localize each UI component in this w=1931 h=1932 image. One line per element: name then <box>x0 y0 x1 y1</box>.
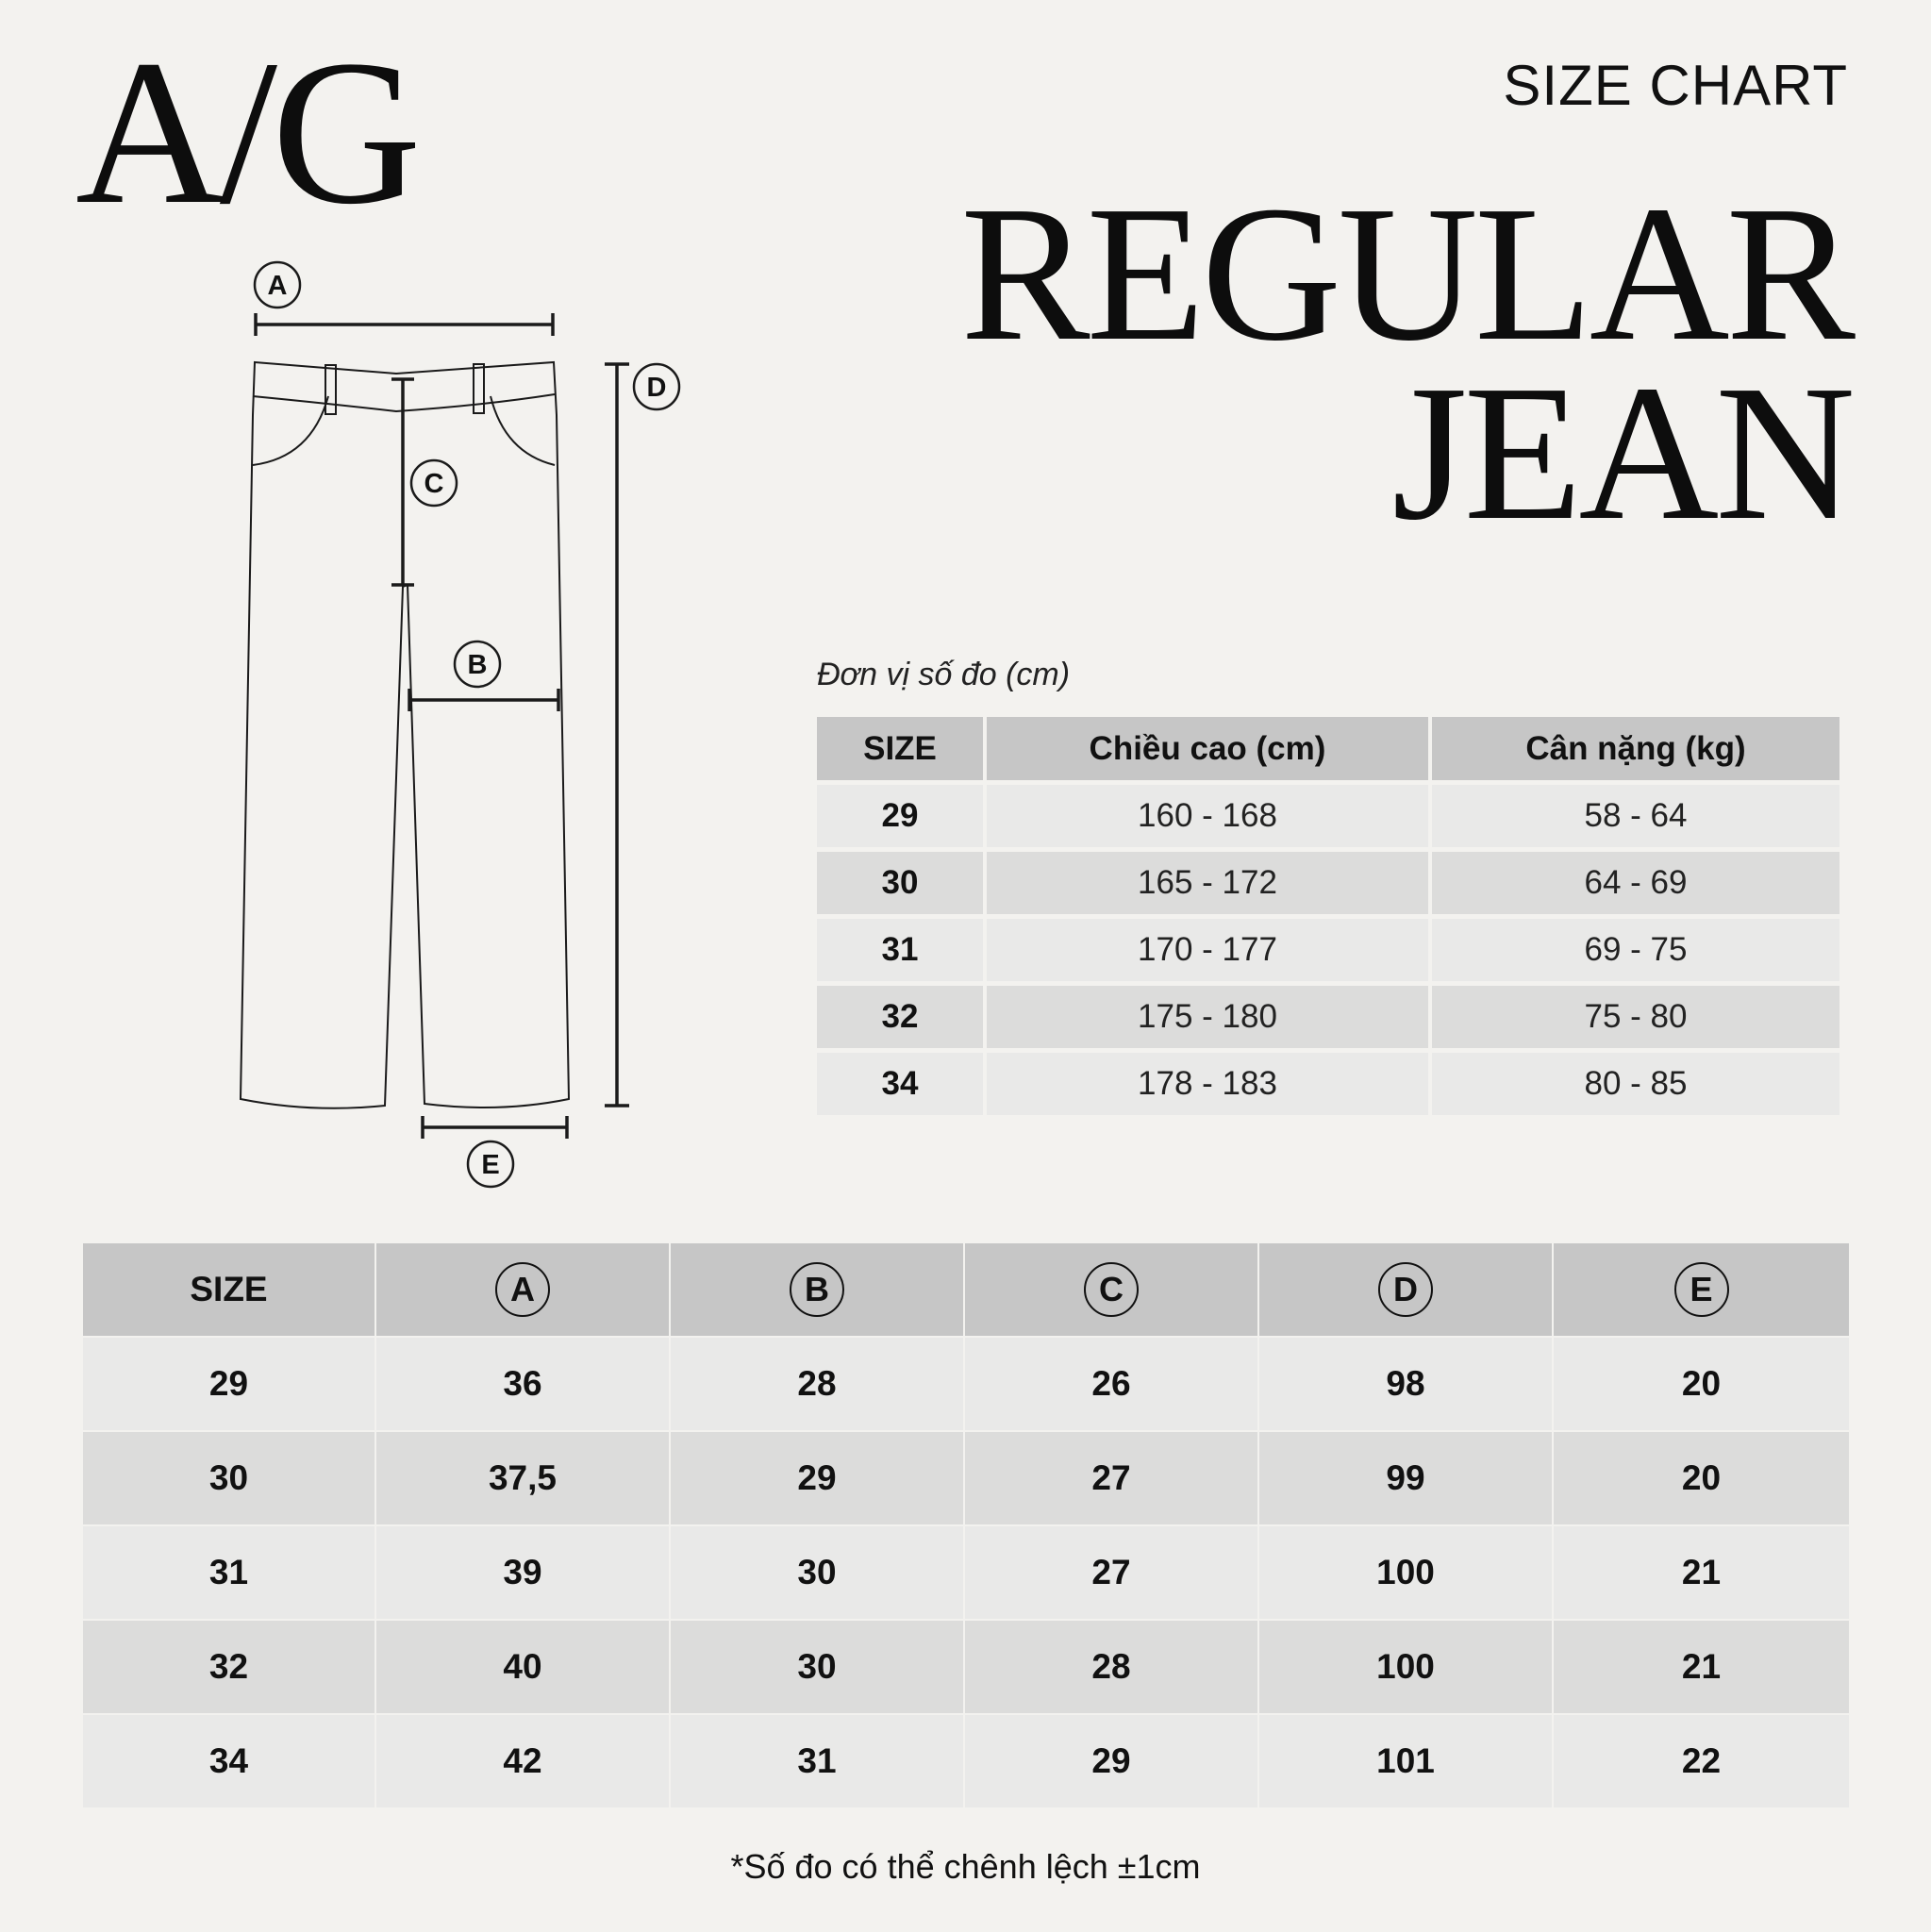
measure-cell: 101 <box>1259 1713 1554 1807</box>
table-row <box>83 1336 1849 1430</box>
letter-c-badge: C <box>1084 1262 1139 1317</box>
measure-header-e <box>1554 1243 1849 1336</box>
measure-header-a <box>376 1243 671 1336</box>
belt-loop-left <box>325 365 336 414</box>
table-row <box>83 1430 1849 1524</box>
fit-weight-cell: 58 - 64 <box>1432 785 1839 847</box>
title-line-regular: REGULAR <box>960 165 1852 381</box>
fit-height-cell: 178 - 183 <box>987 1053 1428 1115</box>
fit-weight-cell: 69 - 75 <box>1432 919 1839 981</box>
pants-diagram <box>0 0 755 1217</box>
fit-size-cell: 31 <box>817 919 983 981</box>
fit-height-cell: 165 - 172 <box>987 852 1428 914</box>
letter-b-badge: B <box>790 1262 844 1317</box>
letter-d-badge: D <box>1378 1262 1433 1317</box>
measure-cell: 100 <box>1259 1524 1554 1619</box>
measure-cell: 99 <box>1259 1430 1554 1524</box>
fit-size-cell: 32 <box>817 986 983 1048</box>
table-row <box>83 1524 1849 1619</box>
label-b: B <box>467 650 488 680</box>
measure-header-d <box>1259 1243 1554 1336</box>
fit-height-cell: 160 - 168 <box>987 785 1428 847</box>
fit-size-cell: 30 <box>817 852 983 914</box>
measurements-table <box>83 1243 1849 1807</box>
label-a: A <box>267 271 288 301</box>
label-c: C <box>424 469 444 499</box>
measure-cell: 30 <box>83 1430 376 1524</box>
right-pocket <box>491 396 555 465</box>
measure-cell: 21 <box>1554 1524 1849 1619</box>
measure-cell: 31 <box>83 1524 376 1619</box>
measure-cell: 29 <box>671 1430 965 1524</box>
footnote: *Số đo có thể chênh lệch ±1cm <box>730 1847 1201 1886</box>
table-row <box>817 785 1839 847</box>
measure-header-b <box>671 1243 965 1336</box>
fit-table <box>813 712 1843 1120</box>
measure-cell: 28 <box>965 1619 1259 1713</box>
measure-cell: 28 <box>671 1336 965 1430</box>
table-row <box>817 1053 1839 1115</box>
measure-cell: 36 <box>376 1336 671 1430</box>
fit-weight-cell: 75 - 80 <box>1432 986 1839 1048</box>
letter-e-badge: E <box>1674 1262 1729 1317</box>
measure-cell: 32 <box>83 1619 376 1713</box>
letter-a-badge: A <box>495 1262 550 1317</box>
fit-height-cell: 175 - 180 <box>987 986 1428 1048</box>
measure-cell: 30 <box>671 1619 965 1713</box>
measure-cell: 42 <box>376 1713 671 1807</box>
fit-header-height: Chiều cao (cm) <box>987 717 1428 780</box>
measure-cell: 29 <box>965 1713 1259 1807</box>
measure-cell: 20 <box>1554 1336 1849 1430</box>
fit-weight-cell: 64 - 69 <box>1432 852 1839 914</box>
belt-loop-right <box>474 364 484 413</box>
measure-cell: 40 <box>376 1619 671 1713</box>
measure-header-c <box>965 1243 1259 1336</box>
measure-cell: 30 <box>671 1524 965 1619</box>
measure-cell: 37,5 <box>376 1430 671 1524</box>
left-pocket <box>253 396 328 465</box>
title-line-jean: JEAN <box>1391 344 1852 560</box>
table-row <box>817 919 1839 981</box>
fit-header-size: SIZE <box>817 717 983 780</box>
label-d: D <box>646 373 667 403</box>
measure-cell: 34 <box>83 1713 376 1807</box>
table-row <box>83 1619 1849 1713</box>
fit-size-cell: 34 <box>817 1053 983 1115</box>
measure-cell: 27 <box>965 1430 1259 1524</box>
fit-weight-cell: 80 - 85 <box>1432 1053 1839 1115</box>
measure-cell: 27 <box>965 1524 1259 1619</box>
table-row <box>817 986 1839 1048</box>
table-row <box>817 852 1839 914</box>
pants-outline <box>241 362 569 1108</box>
fit-table-header <box>817 717 1839 780</box>
measure-cell: 26 <box>965 1336 1259 1430</box>
fit-height-cell: 170 - 177 <box>987 919 1428 981</box>
measure-cell: 20 <box>1554 1430 1849 1524</box>
measure-cell: 100 <box>1259 1619 1554 1713</box>
measure-cell: 21 <box>1554 1619 1849 1713</box>
fit-header-weight: Cân nặng (kg) <box>1432 717 1839 780</box>
measure-header-size: SIZE <box>83 1243 376 1336</box>
measure-cell: 39 <box>376 1524 671 1619</box>
measure-cell: 29 <box>83 1336 376 1430</box>
measurements-header <box>83 1243 1849 1336</box>
size-chart-label: SIZE CHART <box>1503 54 1848 117</box>
label-e: E <box>481 1150 500 1180</box>
measure-cell: 31 <box>671 1713 965 1807</box>
page-title <box>960 165 1852 560</box>
measure-cell: 98 <box>1259 1336 1554 1430</box>
fit-size-cell: 29 <box>817 785 983 847</box>
measure-cell: 22 <box>1554 1713 1849 1807</box>
brand-logo: A/G <box>75 17 416 247</box>
table-row <box>83 1713 1849 1807</box>
unit-caption: Đơn vị số đo (cm) <box>817 657 1071 692</box>
